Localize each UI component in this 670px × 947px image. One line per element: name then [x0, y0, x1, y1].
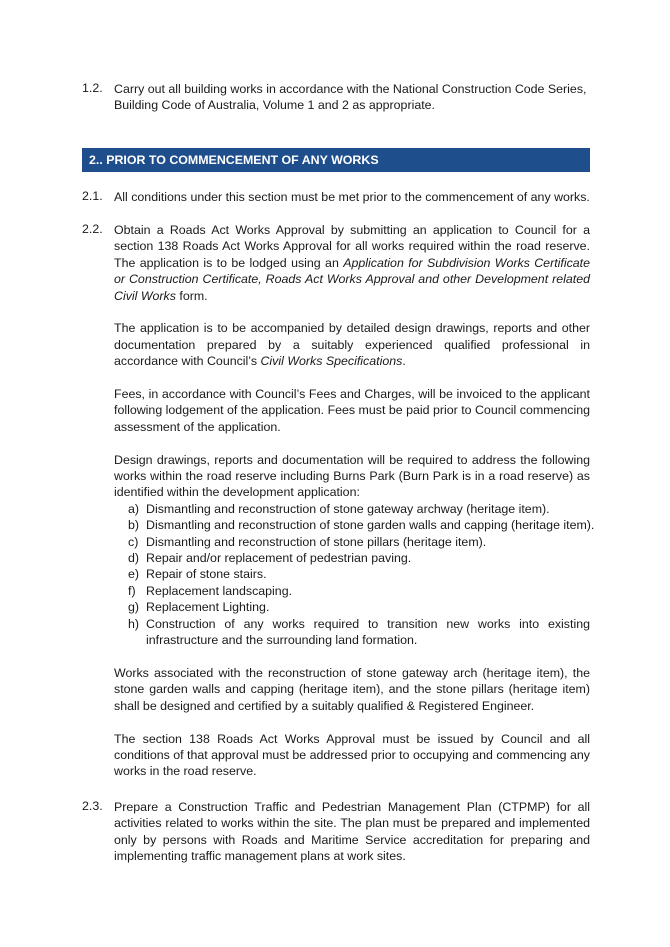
list-item — [114, 599, 590, 615]
list-item-text: Replacement landscaping. — [146, 583, 293, 598]
paragraph-text: form. — [175, 288, 208, 303]
clause-body — [114, 799, 590, 865]
clause-text: Prepare a Construction Traffic and Pedestrian Management Plan (CTPMP) for all activities related to works within the site. The plan must be prepared and implemented only by persons with Roads and Maritime Service accreditation for preparing and implementing traffic management plans at work sites. — [114, 800, 590, 864]
clause-text: All conditions under this section must be met prior to the commencement of any works. — [114, 190, 590, 204]
list-item — [114, 501, 590, 517]
list-item-letter: g) — [128, 600, 140, 615]
form-name: Application for Subdivision Works Certificate or Construction Certificate, Roads Act Works Approval and other Development related Civil Works — [114, 255, 591, 303]
paragraph-design-drawings — [114, 320, 590, 369]
list-item — [114, 534, 590, 550]
works-list — [114, 501, 595, 649]
clause-body — [114, 189, 590, 205]
paragraph-engineer-certification: Works associated with the reconstruction of stone gateway arch (heritage item), the stone garden walls and capping (heritage item), and the stone pillars (heritage item) shall be designed and certified by a suitably qualified & Registered Engineer. — [114, 665, 590, 713]
list-item — [114, 583, 590, 599]
clause-2-2 — [82, 222, 595, 780]
clause-line: Carry out all building works in accordance with the National Construction Code Series, — [114, 82, 587, 96]
list-item-letter: e) — [128, 567, 140, 582]
paragraph-works-list-intro: Design drawings, reports and documentation will be required to address the following works within the road reserve including Burns Park (Burn Park is in a road reserve) as identified within the development application: — [114, 452, 590, 500]
clause-number: 2.3. — [82, 799, 103, 813]
list-item — [114, 616, 590, 649]
clause-number: 2.1. — [82, 189, 103, 203]
paragraph-roads-act-approval — [114, 222, 590, 304]
list-item-letter: b) — [128, 518, 140, 533]
clause-body — [114, 222, 595, 780]
clause-1-2 — [82, 81, 590, 114]
list-item-letter: h) — [128, 616, 140, 631]
clause-number: 2.2. — [82, 222, 103, 236]
list-item-text: Dismantling and reconstruction of stone pillars (heritage item). — [146, 534, 487, 549]
list-item-text: Replacement Lighting. — [146, 600, 270, 615]
list-item — [114, 550, 590, 566]
list-item-text: Repair and/or replacement of pedestrian paving. — [146, 551, 412, 566]
list-item-letter: a) — [128, 501, 140, 516]
clause-number: 1.2. — [82, 81, 103, 95]
section-heading: 2.. PRIOR TO COMMENCEMENT OF ANY WORKS — [89, 153, 379, 167]
section-heading-bar — [82, 148, 590, 172]
list-item-text: Dismantling and reconstruction of stone garden walls and capping (heritage item). — [146, 518, 595, 533]
list-item-letter: c) — [128, 534, 139, 549]
paragraph-text: The application is to be accompanied by detailed design drawings, reports and other documentation prepared by a suitably experienced qualified professional in accordance with Council’s — [114, 321, 590, 369]
list-item — [114, 517, 595, 533]
paragraph-approval-issue: The section 138 Roads Act Works Approval must be issued by Council and all conditions of that approval must be addressed prior to occupying and commencing any works in the road reserve. — [114, 731, 590, 779]
paragraph-text: . — [402, 354, 406, 369]
list-item-letter: f) — [128, 583, 136, 598]
clause-body — [114, 81, 590, 114]
paragraph-text: Obtain a Roads Act Works Approval by submitting an application to Council for a section 138 Roads Act Works Approval for all works required within the road reserve. The application is to be lodged using an — [114, 223, 590, 270]
specification-name: Civil Works Specifications — [260, 354, 403, 369]
clause-line: Building Code of Australia, Volume 1 and 2 as appropriate. — [114, 98, 435, 113]
list-item-letter: d) — [128, 551, 140, 566]
list-item-text: Dismantling and reconstruction of stone gateway archway (heritage item). — [146, 501, 550, 516]
list-item — [114, 566, 590, 582]
list-item-text: Construction of any works required to transition new works into existing infrastructure and the surrounding land formation. — [146, 616, 590, 648]
clause-2-3 — [82, 799, 590, 865]
clause-2-1 — [82, 189, 590, 205]
list-item-text: Repair of stone stairs. — [146, 567, 267, 582]
paragraph-fees: Fees, in accordance with Council’s Fees and Charges, will be invoiced to the applicant following lodgement of the application. Fees must be paid prior to Council commencing assessment of the application. — [114, 387, 590, 434]
